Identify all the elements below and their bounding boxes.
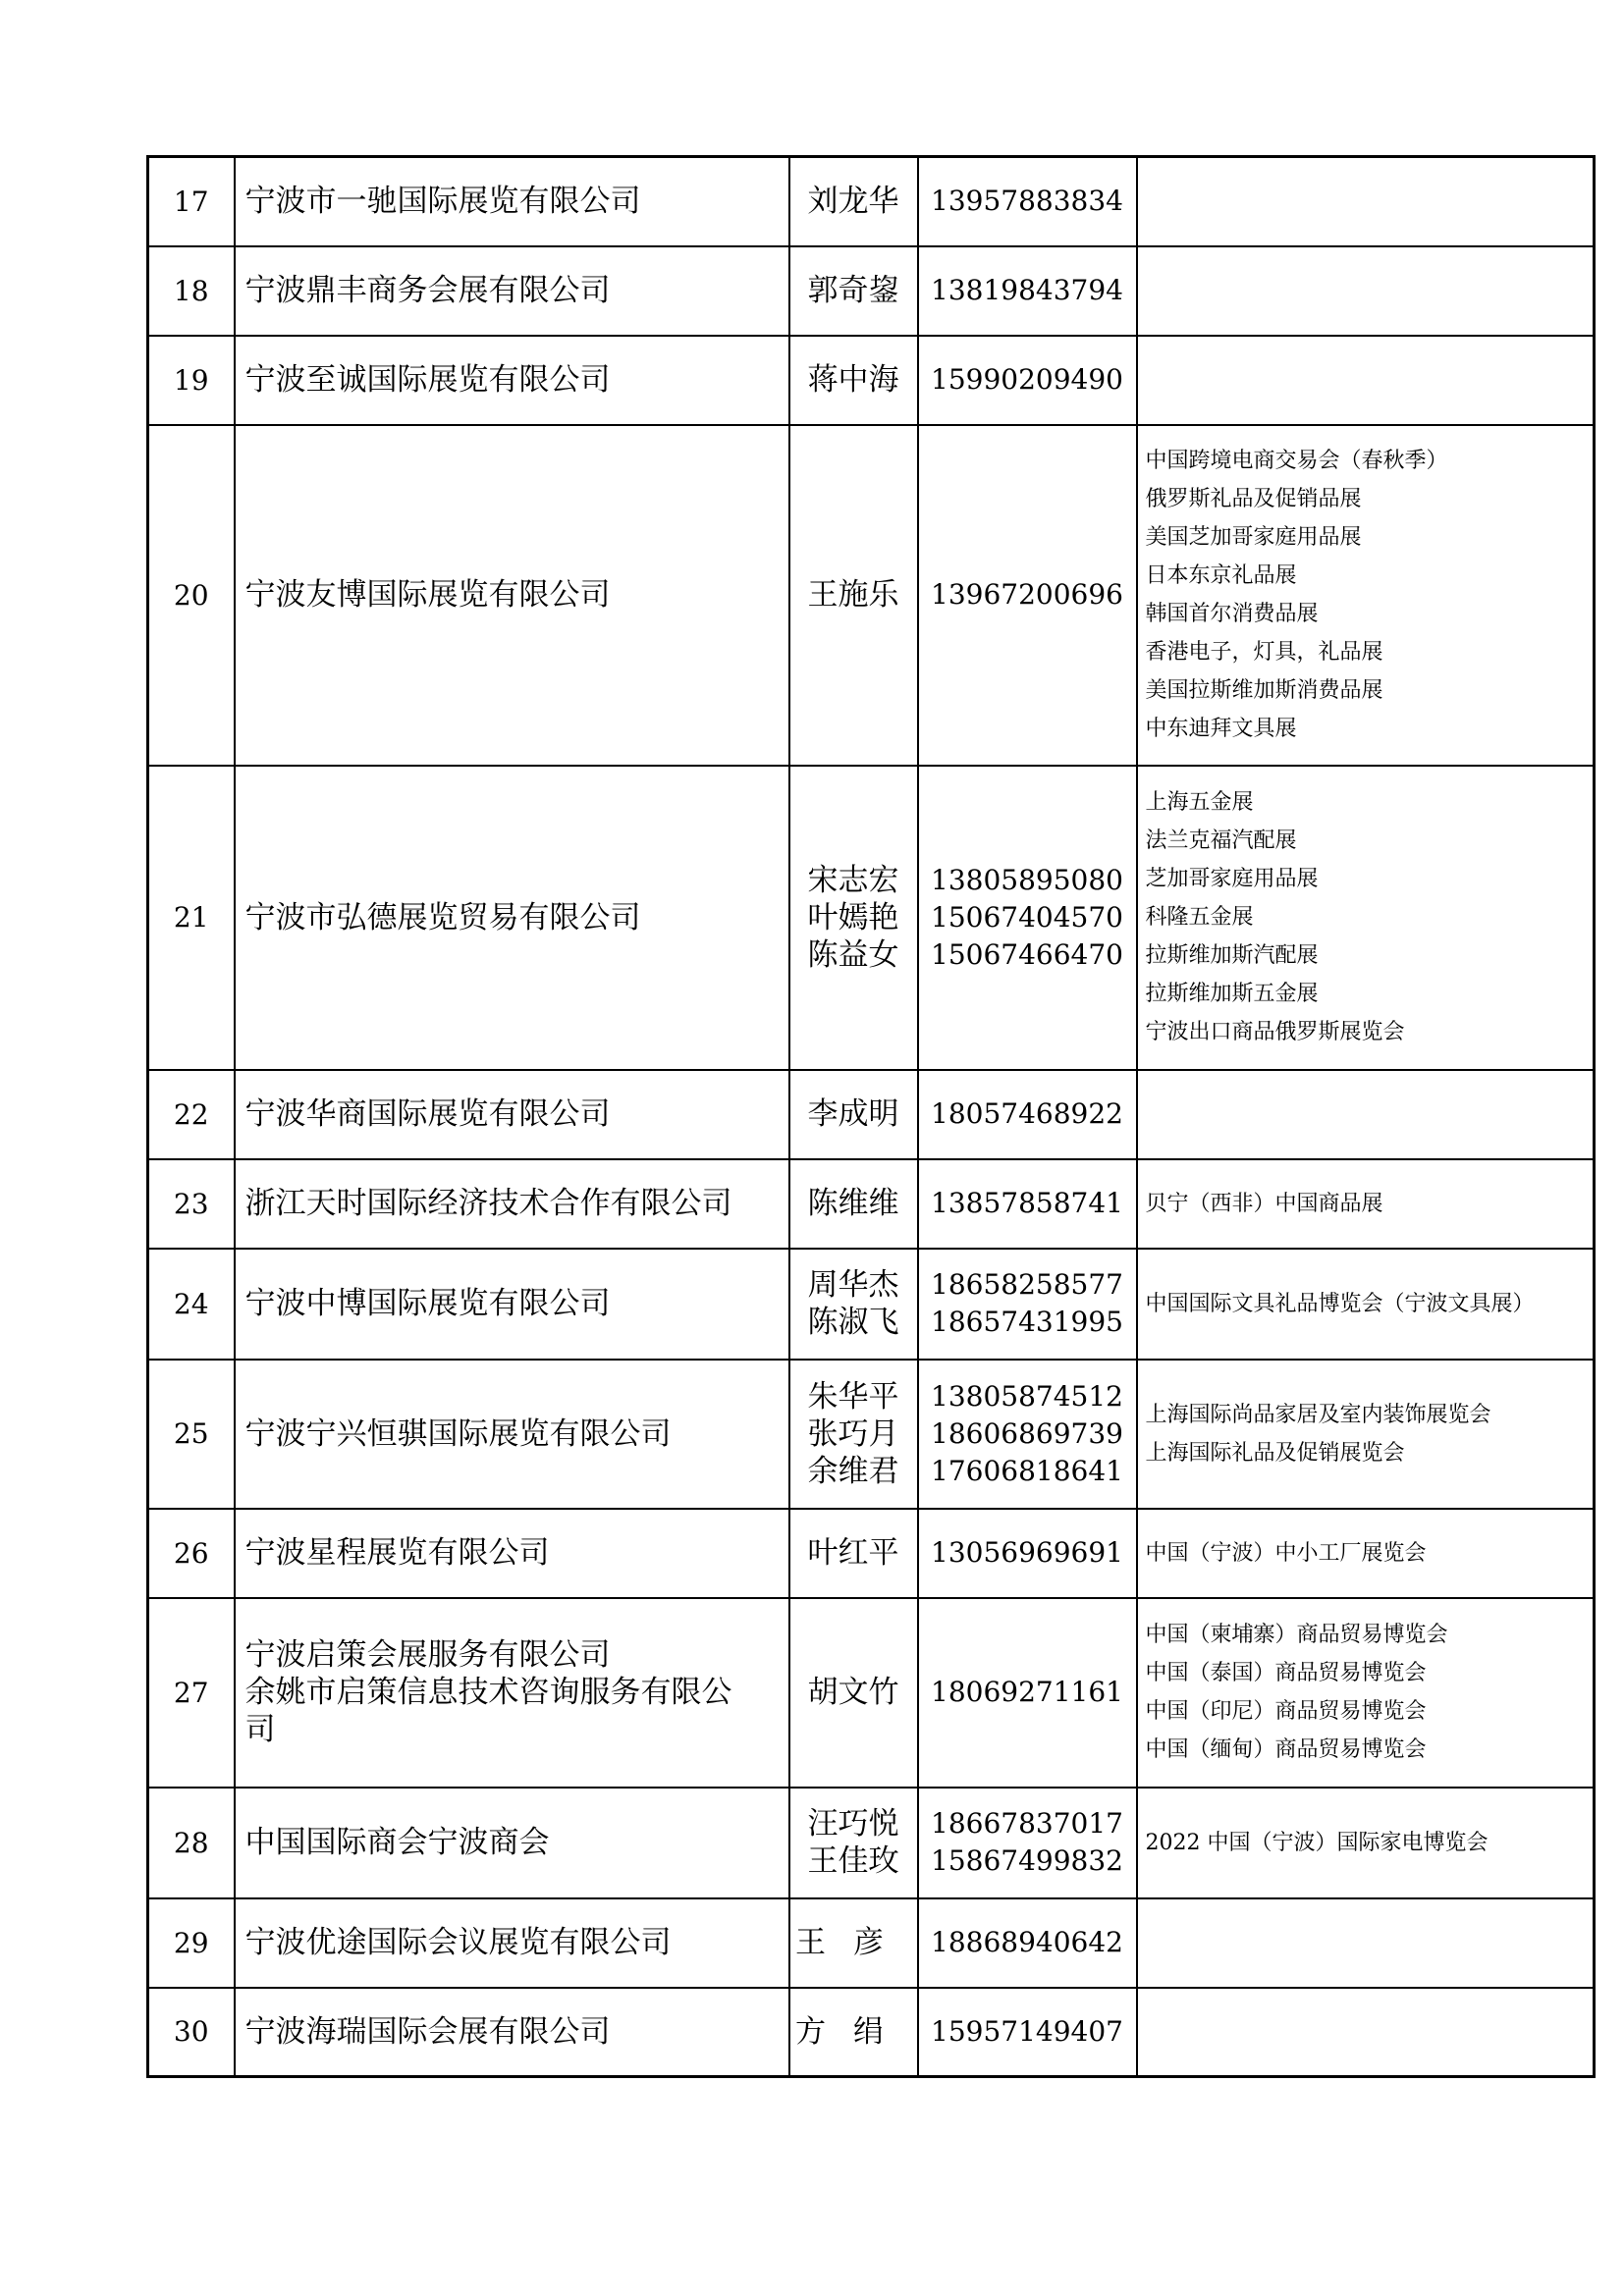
exhibitor-table — [146, 155, 1596, 2078]
contact-person: 王佳玫 — [807, 1843, 899, 1879]
exhibition-name: 上海国际尚品家居及室内装饰展览会 — [1145, 1402, 1491, 1427]
phone-cell — [918, 766, 1137, 1070]
table-body — [148, 157, 1595, 2077]
organization-name: 宁波海瑞国际会展有限公司 — [244, 2013, 611, 2050]
contact-person: 张巧月 — [807, 1415, 899, 1452]
organization-name: 宁波宁兴恒骐国际展览有限公司 — [244, 1415, 672, 1452]
row-number: 29 — [148, 1898, 235, 1988]
phone-cell — [918, 1788, 1137, 1898]
phone-number: 18658258577 — [931, 1268, 1123, 1301]
contact-person-cell — [789, 1360, 918, 1509]
exhibition-name: 中国（缅甸）商品贸易博览会 — [1145, 1737, 1427, 1762]
table-row — [148, 1898, 1595, 1988]
organization-cell — [235, 1360, 789, 1509]
exhibitions-cell — [1137, 246, 1595, 336]
exhibition-name: 上海五金展 — [1145, 790, 1254, 815]
contact-person: 郭奇鋆 — [807, 273, 899, 308]
exhibitions-cell — [1137, 766, 1595, 1070]
row-number: 26 — [148, 1509, 235, 1598]
phone-cell — [918, 157, 1137, 246]
organization-cell — [235, 246, 789, 336]
exhibition-name: 2022 中国（宁波）国际家电博览会 — [1145, 1830, 1489, 1855]
contact-person: 周华杰 — [807, 1267, 899, 1303]
table-row — [148, 246, 1595, 336]
organization-name: 宁波市弘德展览贸易有限公司 — [244, 899, 641, 935]
contact-person-cell — [789, 1509, 918, 1598]
row-number: 22 — [148, 1070, 235, 1159]
exhibition-name: 中国国际文具礼品博览会（宁波文具展） — [1145, 1291, 1535, 1316]
phone-number: 18868940642 — [931, 1926, 1123, 1958]
exhibitions-cell — [1137, 157, 1595, 246]
row-number: 28 — [148, 1788, 235, 1898]
contact-person-cell — [789, 1988, 918, 2077]
exhibition-name: 中国（宁波）中小工厂展览会 — [1145, 1540, 1427, 1566]
organization-name: 宁波市一驰国际展览有限公司 — [244, 184, 641, 220]
contact-person: 汪巧悦 — [807, 1806, 899, 1842]
phone-number: 18657431995 — [931, 1306, 1123, 1338]
contact-person-cell — [789, 336, 918, 425]
phone-number: 13805895080 — [931, 863, 1123, 896]
exhibitions-cell — [1137, 1898, 1595, 1988]
exhibition-name: 美国芝加哥家庭用品展 — [1145, 525, 1362, 550]
table-row — [148, 1788, 1595, 1898]
phone-cell — [918, 1898, 1137, 1988]
organization-cell — [235, 1598, 789, 1788]
contact-person: 叶嫣艳 — [807, 899, 899, 935]
phone-cell — [918, 1360, 1137, 1509]
exhibition-name: 俄罗斯礼品及促销品展 — [1145, 487, 1362, 511]
table-row — [148, 1360, 1595, 1509]
phone-number: 13967200696 — [931, 578, 1123, 611]
contact-person-cell — [789, 425, 918, 766]
contact-person-cell — [789, 766, 918, 1070]
contact-person: 余维君 — [807, 1453, 899, 1489]
row-number: 19 — [148, 336, 235, 425]
contact-person-cell — [789, 1598, 918, 1788]
organization-cell — [235, 1788, 789, 1898]
contact-person-cell — [789, 1159, 918, 1249]
organization-name: 宁波友博国际展览有限公司 — [244, 577, 611, 613]
exhibition-name: 中东迪拜文具展 — [1145, 717, 1297, 741]
organization-cell — [235, 425, 789, 766]
exhibition-name: 拉斯维加斯五金展 — [1145, 982, 1319, 1006]
contact-person: 王彦 — [795, 1925, 911, 1960]
exhibition-name: 贝宁（西非）中国商品展 — [1145, 1191, 1383, 1216]
contact-person-cell — [789, 1070, 918, 1159]
table-row — [148, 425, 1595, 766]
organization-name: 宁波华商国际展览有限公司 — [244, 1096, 611, 1132]
table-row — [148, 1509, 1595, 1598]
table-row — [148, 1988, 1595, 2077]
exhibition-name: 上海国际礼品及促销展览会 — [1145, 1440, 1405, 1466]
phone-number: 18606869739 — [931, 1416, 1123, 1450]
exhibitions-cell — [1137, 1988, 1595, 2077]
table-row — [148, 1159, 1595, 1249]
table-row — [148, 766, 1595, 1070]
exhibitions-cell — [1137, 1360, 1595, 1509]
exhibitions-cell — [1137, 1159, 1595, 1249]
contact-person: 胡文竹 — [807, 1675, 899, 1710]
contact-person-cell — [789, 1898, 918, 1988]
phone-number: 17606818641 — [931, 1454, 1123, 1487]
phone-cell — [918, 1988, 1137, 2077]
phone-cell — [918, 1159, 1137, 1249]
contact-person-cell — [789, 1788, 918, 1898]
contact-person: 刘龙华 — [807, 184, 899, 220]
organization-cell — [235, 157, 789, 246]
row-number: 25 — [148, 1360, 235, 1509]
row-number: 17 — [148, 157, 235, 246]
exhibitions-cell — [1137, 1509, 1595, 1598]
phone-number: 15990209490 — [931, 363, 1123, 396]
phone-cell — [918, 246, 1137, 336]
organization-name: 宁波启策会展服务有限公司 — [244, 1637, 611, 1673]
exhibition-name: 中国（泰国）商品贸易博览会 — [1145, 1661, 1427, 1685]
phone-cell — [918, 1509, 1137, 1598]
contact-person-cell — [789, 246, 918, 336]
organization-name: 中国国际商会宁波商会 — [244, 1825, 550, 1860]
exhibition-name: 科隆五金展 — [1145, 905, 1254, 930]
organization-cell — [235, 1898, 789, 1988]
organization-cell — [235, 336, 789, 425]
exhibition-name: 中国（柬埔寨）商品贸易博览会 — [1145, 1623, 1448, 1647]
contact-person: 朱华平 — [807, 1378, 899, 1415]
exhibition-name: 宁波出口商品俄罗斯展览会 — [1145, 1020, 1405, 1044]
organization-name: 浙江天时国际经济技术合作有限公司 — [244, 1186, 732, 1221]
exhibitions-cell — [1137, 425, 1595, 766]
phone-cell — [918, 336, 1137, 425]
phone-number: 18667837017 — [931, 1807, 1123, 1840]
phone-cell — [918, 1598, 1137, 1788]
phone-number: 18069271161 — [931, 1676, 1123, 1708]
organization-name: 余姚市启策信息技术咨询服务有限公 — [244, 1675, 732, 1710]
organization-name: 宁波鼎丰商务会展有限公司 — [244, 273, 611, 308]
exhibition-name: 香港电子，灯具，礼品展 — [1145, 640, 1383, 665]
phone-cell — [918, 1249, 1137, 1360]
phone-number: 15867499832 — [931, 1844, 1123, 1877]
exhibitions-cell — [1137, 1070, 1595, 1159]
contact-person: 宋志宏 — [807, 862, 899, 898]
contact-person: 陈维维 — [807, 1186, 899, 1221]
table-row — [148, 1249, 1595, 1360]
organization-name: 宁波至诚国际展览有限公司 — [244, 362, 611, 398]
exhibition-name: 美国拉斯维加斯消费品展 — [1145, 678, 1383, 703]
exhibition-name: 芝加哥家庭用品展 — [1145, 867, 1319, 891]
contact-person: 李成明 — [807, 1096, 899, 1132]
phone-number: 13056969691 — [931, 1536, 1123, 1569]
organization-cell — [235, 1509, 789, 1598]
row-number: 27 — [148, 1598, 235, 1788]
exhibitions-cell — [1137, 1788, 1595, 1898]
table-row — [148, 157, 1595, 246]
organization-name: 司 — [244, 1712, 276, 1747]
organization-cell — [235, 1159, 789, 1249]
organization-name: 宁波中博国际展览有限公司 — [244, 1286, 611, 1321]
exhibition-name: 法兰克福汽配展 — [1145, 828, 1297, 853]
phone-number: 13857858741 — [931, 1187, 1123, 1219]
exhibitions-cell — [1137, 1598, 1595, 1788]
organization-cell — [235, 1249, 789, 1360]
contact-person: 陈淑飞 — [807, 1305, 899, 1340]
row-number: 24 — [148, 1249, 235, 1360]
exhibition-name: 拉斯维加斯汽配展 — [1145, 943, 1319, 968]
phone-number: 15067466470 — [931, 937, 1123, 971]
exhibition-name: 日本东京礼品展 — [1145, 563, 1297, 588]
phone-cell — [918, 425, 1137, 766]
contact-person: 蒋中海 — [807, 362, 899, 398]
exhibition-name: 中国（印尼）商品贸易博览会 — [1145, 1699, 1427, 1724]
row-number: 30 — [148, 1988, 235, 2077]
organization-name: 宁波优途国际会议展览有限公司 — [244, 1925, 672, 1960]
contact-person: 陈益女 — [807, 936, 899, 973]
row-number: 23 — [148, 1159, 235, 1249]
contact-person-cell — [789, 1249, 918, 1360]
contact-person-cell — [789, 157, 918, 246]
table-row — [148, 1598, 1595, 1788]
organization-cell — [235, 1988, 789, 2077]
phone-number: 13805874512 — [931, 1379, 1123, 1413]
organization-cell — [235, 1070, 789, 1159]
organization-name: 宁波星程展览有限公司 — [244, 1535, 550, 1571]
phone-number: 15957149407 — [931, 2014, 1123, 2048]
row-number: 18 — [148, 246, 235, 336]
phone-number: 13819843794 — [931, 274, 1123, 306]
contact-person: 叶红平 — [807, 1535, 899, 1571]
phone-number: 18057468922 — [931, 1097, 1123, 1130]
exhibition-name: 中国跨境电商交易会（春秋季） — [1145, 449, 1448, 473]
phone-cell — [918, 1070, 1137, 1159]
exhibitions-cell — [1137, 336, 1595, 425]
row-number: 20 — [148, 425, 235, 766]
table-row — [148, 1070, 1595, 1159]
phone-number: 15067404570 — [931, 900, 1123, 934]
organization-cell — [235, 766, 789, 1070]
contact-person: 方绢 — [795, 2013, 911, 2050]
exhibition-name: 韩国首尔消费品展 — [1145, 602, 1319, 626]
table-row — [148, 336, 1595, 425]
exhibitions-cell — [1137, 1249, 1595, 1360]
phone-number: 13957883834 — [931, 185, 1123, 218]
row-number: 21 — [148, 766, 235, 1070]
contact-person: 王施乐 — [807, 577, 899, 613]
